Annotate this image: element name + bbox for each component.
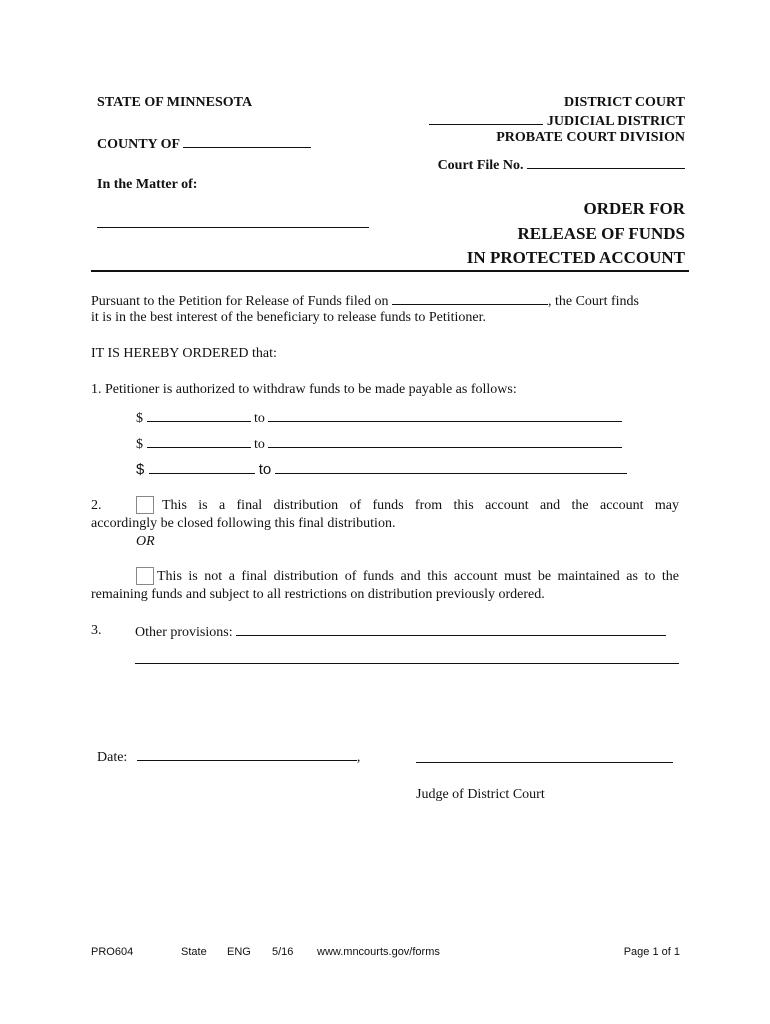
county-field[interactable] — [183, 135, 311, 148]
footer-page: Page 1 of 1 — [623, 946, 680, 958]
other-provisions-row — [135, 623, 666, 641]
date-label: Date: — [97, 750, 128, 765]
item-2b-line-2: remaining funds and subject to all restrictions on distribution previously ordered. — [91, 587, 545, 602]
county-label-text: COUNTY OF — [97, 137, 180, 152]
payment-row — [136, 461, 627, 478]
item-2-line-2: accordingly be closed following this final distribution. — [91, 516, 396, 531]
footer-lang: ENG — [227, 946, 251, 958]
other-provisions-field-2[interactable] — [135, 663, 679, 664]
date-row: Date: , — [97, 750, 361, 765]
footer-form-id: PRO604 — [91, 946, 134, 958]
item-2-line-1: This is a final distribution of funds from this account and the account may — [162, 498, 679, 513]
or-label: OR — [136, 534, 155, 549]
to-label: to — [258, 461, 272, 478]
other-provisions-label: Other provisions: — [135, 625, 233, 640]
matter-name-field[interactable] — [97, 227, 369, 228]
dollar-sign: $ — [136, 461, 145, 478]
amount-field[interactable] — [147, 409, 251, 422]
judge-signature-line[interactable] — [416, 762, 673, 763]
title-line-2: RELEASE OF FUNDS — [517, 224, 685, 243]
not-final-distribution-checkbox[interactable] — [136, 567, 154, 585]
petition-date-field[interactable] — [392, 292, 548, 305]
payment-row — [136, 409, 622, 427]
division-label: PROBATE COURT DIVISION — [496, 130, 685, 145]
court-file-label — [438, 156, 685, 174]
intro-text-b: , the Court finds — [547, 294, 639, 309]
state-label: STATE OF MINNESOTA — [97, 95, 253, 110]
item-2-number: 2. — [91, 498, 102, 513]
item-2b-line-1: This is not a final distribution of funds and this account must be maintained as to the — [157, 569, 679, 584]
date-field[interactable] — [137, 748, 357, 761]
court-label: DISTRICT COURT — [563, 95, 685, 110]
matter-label: In the Matter of: — [97, 177, 198, 192]
title-line-3: IN PROTECTED ACCOUNT — [466, 248, 685, 267]
district-number-field[interactable] — [429, 112, 543, 125]
county-label — [97, 135, 311, 153]
judicial-district-label — [429, 112, 685, 130]
dollar-sign: $ — [136, 437, 143, 452]
judge-label: Judge of District Court — [416, 787, 545, 802]
payment-row — [136, 435, 622, 453]
to-label: to — [254, 437, 265, 452]
footer-rev: 5/16 — [272, 946, 294, 958]
title-line-1: ORDER FOR — [583, 199, 685, 218]
ordered-heading: IT IS HEREBY ORDERED that: — [91, 346, 277, 361]
item-3-number: 3. — [91, 623, 102, 638]
intro-text-a: Pursuant to the Petition for Release of Funds filed on — [91, 294, 389, 309]
amount-field[interactable] — [147, 435, 251, 448]
payee-field[interactable] — [275, 461, 627, 474]
payee-field[interactable] — [268, 435, 622, 448]
footer-scope: State — [181, 946, 207, 958]
court-file-text: Court File No. — [437, 158, 524, 173]
intro-line-1 — [91, 292, 639, 310]
footer-url[interactable]: www.mncourts.gov/forms — [317, 946, 440, 958]
title-divider — [91, 270, 689, 272]
payee-field[interactable] — [268, 409, 622, 422]
dollar-sign: $ — [136, 411, 143, 426]
intro-line-2: it is in the best interest of the beneficiary to release funds to Petitioner. — [91, 310, 487, 325]
court-file-field[interactable] — [527, 156, 685, 169]
to-label: to — [254, 411, 265, 426]
judicial-district-text: JUDICIAL DISTRICT — [546, 114, 685, 129]
amount-field[interactable] — [149, 461, 255, 474]
item-1-text: 1. Petitioner is authorized to withdraw funds to be made payable as follows: — [91, 382, 517, 397]
other-provisions-field[interactable] — [236, 623, 666, 636]
final-distribution-checkbox[interactable] — [136, 496, 154, 514]
